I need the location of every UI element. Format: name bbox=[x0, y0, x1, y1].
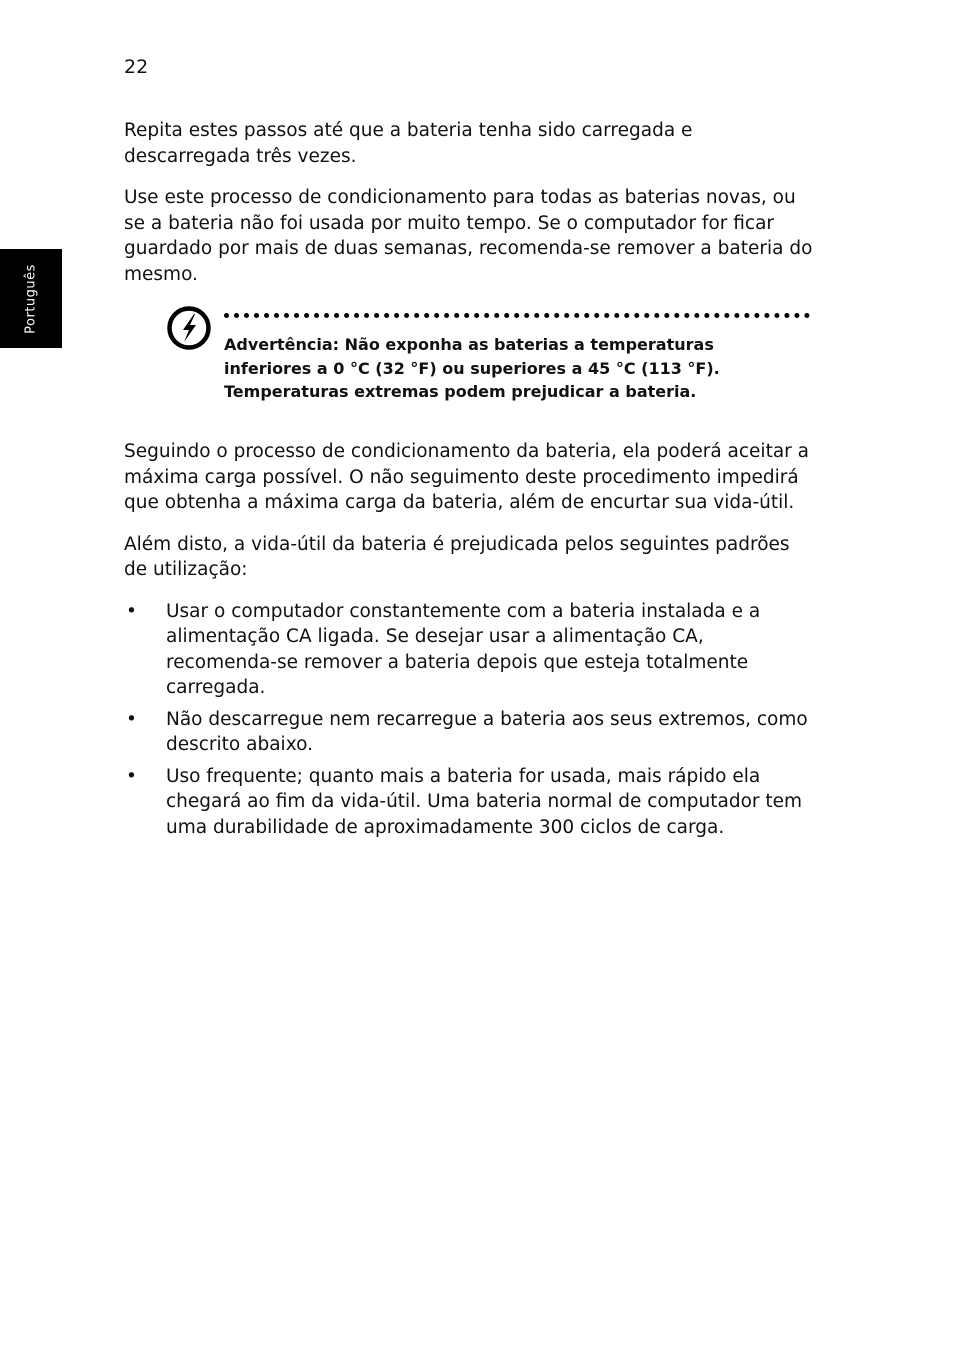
bullet-marker: • bbox=[126, 708, 137, 730]
bullet-marker: • bbox=[126, 600, 137, 622]
language-side-tab bbox=[0, 249, 62, 348]
bullet-marker: • bbox=[126, 765, 137, 787]
warning-box bbox=[124, 305, 814, 415]
page-content bbox=[124, 118, 814, 846]
paragraph-repeat-steps: Repita estes passos até que a bateria tenha sido carregada e descarregada três vezes. bbox=[124, 120, 693, 167]
list-item-text: Usar o computador constantemente com a bateria instalada e a alimentação CA ligada. Se desejar usar a alimentação CA, recomenda-se remover a bateria depois que esteja totalmente carregada. bbox=[166, 600, 761, 698]
language-tab-label: Português bbox=[23, 264, 39, 334]
list-item-text: Não descarregue nem recarregue a bateria aos seus extremos, como descrito abaixo. bbox=[166, 708, 808, 755]
warning-text: Advertência: Não exponha as baterias a temperaturas inferiores a 0 °C (32 °F) ou superiores a 45 °C (113 °F). Temperaturas extremas podem prejudicar a bateria. bbox=[224, 335, 720, 401]
list-item bbox=[124, 764, 814, 841]
paragraph-conditioning-benefit: Seguindo o processo de condicionamento da bateria, ela poderá aceitar a máxima carga possível. O não seguimento deste procedimento impedirá que obtenha a máxima carga da bateria, além de encurtar sua vida-útil. bbox=[124, 441, 809, 513]
list-item bbox=[124, 599, 814, 701]
warning-divider bbox=[224, 313, 810, 318]
paragraph-usage-patterns: Além disto, a vida-útil da bateria é prejudicada pelos seguintes padrões de utilização: bbox=[124, 533, 790, 580]
page-number: 22 bbox=[124, 56, 149, 78]
paragraph-conditioning-process: Use este processo de condicionamento para todas as baterias novas, ou se a bateria não foi usada por muito tempo. Se o computador for ficar guardado por mais de duas semanas, recomenda-se remover a bateria do mesmo. bbox=[124, 187, 813, 285]
list-item bbox=[124, 707, 814, 758]
warning-lightning-icon bbox=[166, 305, 212, 351]
usage-pattern-list bbox=[124, 599, 814, 841]
list-item-text: Uso frequente; quanto mais a bateria for usada, mais rápido ela chegará ao fim da vida-útil. Uma bateria normal de computador tem uma durabilidade de aproximadamente 300 ciclos de carga. bbox=[166, 765, 803, 838]
